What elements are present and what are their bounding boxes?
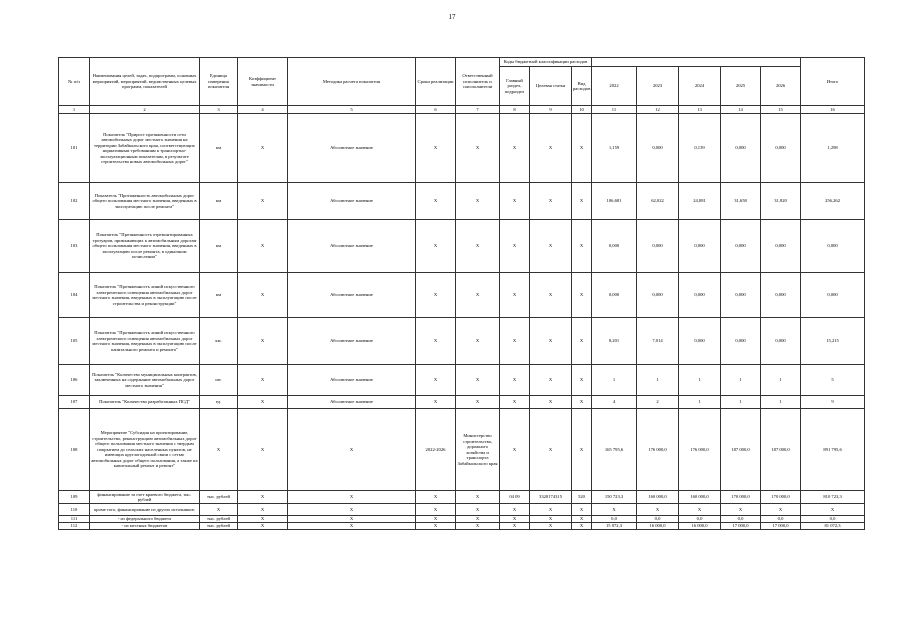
row-coefficient: Х [238, 365, 288, 396]
row-number: 108 [59, 409, 90, 491]
header-year: 2024 [679, 67, 721, 106]
row-total: 1,298 [801, 114, 865, 183]
row-name: Показатель "Прирост протяженности сети автомобильных дорог местного значения на территории Забайкальского края, соответствующих нормативным требованиям к транспортно-эксплуатационным показателям, в результате строительства новых автомобильных дорог" [90, 114, 200, 183]
row-total: Х [801, 504, 865, 516]
row-number: 101 [59, 114, 90, 183]
row-responsible: Х [456, 491, 500, 504]
row-value-2023: 0,000 [637, 273, 679, 318]
row-method: Абсолютное значение [288, 183, 416, 220]
row-value-2024: 160 000,0 [679, 491, 721, 504]
column-number: 11 [592, 106, 637, 114]
row-responsible: Х [456, 114, 500, 183]
row-unit: км [200, 114, 238, 183]
header-year: 2025 [721, 67, 761, 106]
column-number: 2 [90, 106, 200, 114]
row-terms: Х [416, 183, 456, 220]
row-name: кроме того, финансирование из других источников: [90, 504, 200, 516]
row-name: Показатель "Протяженность автомобильных дорог общего пользования местного значения, введенных в эксплуатацию после ремонта" [90, 183, 200, 220]
row-total: 81 072,3 [801, 523, 865, 530]
column-number: 9 [530, 106, 572, 114]
table-row [59, 504, 865, 516]
row-coefficient: Х [238, 396, 288, 409]
row-section: Х [500, 273, 530, 318]
row-terms: Х [416, 516, 456, 523]
row-value-2022: 0,000 [592, 273, 637, 318]
row-responsible: Х [456, 318, 500, 365]
header-total: Итого [801, 58, 865, 106]
row-value-2024: 16 000,0 [679, 523, 721, 530]
column-number: 14 [721, 106, 761, 114]
row-value-2026: 17 000,0 [761, 523, 801, 530]
row-method: Абсолютное значение [288, 396, 416, 409]
row-total: 0,000 [801, 220, 865, 273]
header-year: 2026 [761, 67, 801, 106]
row-terms: Х [416, 523, 456, 530]
row-number: 102 [59, 183, 90, 220]
row-terms: Х [416, 396, 456, 409]
row-value-2026: 0,000 [761, 318, 801, 365]
row-value-2025: 1 [721, 396, 761, 409]
row-section: 04 09 [500, 491, 530, 504]
row-unit: тыс. рублей [200, 516, 238, 523]
row-expense-type: Х [572, 114, 592, 183]
row-value-2024: 1 [679, 396, 721, 409]
row-target-article: Х [530, 365, 572, 396]
row-number: 104 [59, 273, 90, 318]
row-value-2025: 170 000,0 [721, 491, 761, 504]
row-value-2023: 0,000 [637, 220, 679, 273]
row-method: Х [288, 523, 416, 530]
row-value-2022: 165 795,6 [592, 409, 637, 491]
row-expense-type: Х [572, 516, 592, 523]
header-budget-codes: Коды бюджетной классификации расходов [500, 58, 592, 67]
row-number: 110 [59, 504, 90, 516]
row-expense-type: 520 [572, 491, 592, 504]
row-unit: км [200, 273, 238, 318]
row-value-2023: 0,0 [637, 516, 679, 523]
row-section: Х [500, 523, 530, 530]
header-years-group [592, 58, 801, 67]
header-vr: Вид расходов [572, 67, 592, 106]
row-value-2026: 1 [761, 396, 801, 409]
header-coef: Коэффициент значимости [238, 58, 288, 106]
row-value-2022: 106,681 [592, 183, 637, 220]
row-value-2026: 0,000 [761, 114, 801, 183]
row-value-2024: 176 000,0 [679, 409, 721, 491]
header-cs: Целевая статья [530, 67, 572, 106]
page-number: 17 [448, 13, 456, 21]
row-value-2025: 0,000 [721, 114, 761, 183]
row-name: - из местных бюджетов [90, 523, 200, 530]
row-name: Мероприятие "Субсидия на проектирование, строительство, реконструкцию автомобильных дорог общего пользования местного значения с твердым покрытием до сельских населенных пунктов, не имеющих круглогодичной связи с сетью автомобильных дорог общего пользования, а также их капитальный ремонт и ремонт" [90, 409, 200, 491]
row-value-2026: 170 000,0 [761, 491, 801, 504]
row-value-2024: 0,000 [679, 220, 721, 273]
row-coefficient: Х [238, 516, 288, 523]
row-terms: Х [416, 504, 456, 516]
row-value-2022: 1 [592, 365, 637, 396]
row-coefficient: Х [238, 409, 288, 491]
row-name: - из федерального бюджета [90, 516, 200, 523]
row-expense-type: Х [572, 365, 592, 396]
row-number: 112 [59, 523, 90, 530]
row-value-2023: 176 000,0 [637, 409, 679, 491]
column-number: 3 [200, 106, 238, 114]
row-unit: шт. [200, 365, 238, 396]
row-value-2026: 0,000 [761, 220, 801, 273]
header-method: Методика расчета показателя [288, 58, 416, 106]
row-value-2025: 17 000,0 [721, 523, 761, 530]
table-row [59, 409, 865, 491]
row-expense-type: Х [572, 396, 592, 409]
row-target-article: Х [530, 220, 572, 273]
header-responsible: Ответственный исполнитель и соисполнители [456, 58, 500, 106]
table-row [59, 523, 865, 530]
row-section: Х [500, 220, 530, 273]
row-unit: ед. [200, 396, 238, 409]
row-terms: Х [416, 114, 456, 183]
row-unit: км [200, 183, 238, 220]
row-terms: Х [416, 318, 456, 365]
row-value-2025: 0,000 [721, 273, 761, 318]
row-expense-type: Х [572, 183, 592, 220]
row-section: Х [500, 114, 530, 183]
row-value-2024: 0,000 [679, 318, 721, 365]
row-section: Х [500, 504, 530, 516]
row-value-2023: 7,014 [637, 318, 679, 365]
row-number: 105 [59, 318, 90, 365]
row-method: Х [288, 516, 416, 523]
row-target-article: Х [530, 504, 572, 516]
row-expense-type: Х [572, 273, 592, 318]
row-method: Абсолютное значение [288, 114, 416, 183]
row-value-2022: 150 723,3 [592, 491, 637, 504]
row-value-2024: 0,139 [679, 114, 721, 183]
column-number: 1 [59, 106, 90, 114]
table-row [59, 365, 865, 396]
row-unit: км. [200, 318, 238, 365]
row-name: Показатель "Протяженность линий искусственного электрического освещения автомобильных дорог местного значения, введенных в эксплуатацию после строительства и реконструкции" [90, 273, 200, 318]
row-responsible: Министерство строительства, дорожного хозяйства и транспорта Забайкальского края [456, 409, 500, 491]
row-coefficient: Х [238, 523, 288, 530]
row-expense-type: Х [572, 409, 592, 491]
row-value-2022: 1,159 [592, 114, 637, 183]
row-value-2022: 15 072,3 [592, 523, 637, 530]
row-coefficient: Х [238, 491, 288, 504]
row-target-article: Х [530, 523, 572, 530]
row-total: 15,215 [801, 318, 865, 365]
row-value-2024: Х [679, 504, 721, 516]
row-value-2026: 1 [761, 365, 801, 396]
row-value-2022: 8,201 [592, 318, 637, 365]
row-unit: км [200, 220, 238, 273]
row-name: финансирование за счет краевого бюджета, тыс. рублей [90, 491, 200, 504]
row-method: Х [288, 504, 416, 516]
row-coefficient: Х [238, 183, 288, 220]
row-target-article: Х [530, 516, 572, 523]
column-number: 6 [416, 106, 456, 114]
row-total: 256,262 [801, 183, 865, 220]
row-total: 9 [801, 396, 865, 409]
row-value-2023: 16 000,0 [637, 523, 679, 530]
row-total: 0,0 [801, 516, 865, 523]
column-number: 15 [761, 106, 801, 114]
row-coefficient: Х [238, 273, 288, 318]
row-section: Х [500, 396, 530, 409]
row-section: Х [500, 365, 530, 396]
row-terms: Х [416, 220, 456, 273]
row-value-2025: 0,000 [721, 318, 761, 365]
row-responsible: Х [456, 183, 500, 220]
column-number: 7 [456, 106, 500, 114]
row-value-2026: 31,820 [761, 183, 801, 220]
row-unit: тыс. рублей [200, 523, 238, 530]
row-value-2024: 24,081 [679, 183, 721, 220]
row-responsible: Х [456, 273, 500, 318]
program-indicators-table [58, 57, 865, 530]
row-terms: 2022-2026 [416, 409, 456, 491]
row-target-article: 3320174315 [530, 491, 572, 504]
row-target-article: Х [530, 409, 572, 491]
header-year: 2022 [592, 67, 637, 106]
column-number: 13 [679, 106, 721, 114]
header-unit: Единица измерения показателя [200, 58, 238, 106]
row-terms: Х [416, 491, 456, 504]
column-numbers-row [59, 106, 865, 114]
row-value-2024: 0,000 [679, 273, 721, 318]
table-row [59, 183, 865, 220]
row-total: 810 723,3 [801, 491, 865, 504]
row-total: 891 795,6 [801, 409, 865, 491]
row-target-article: Х [530, 273, 572, 318]
row-method: Абсолютное значение [288, 318, 416, 365]
row-value-2025: 0,0 [721, 516, 761, 523]
column-number: 8 [500, 106, 530, 114]
row-expense-type: Х [572, 504, 592, 516]
table-row [59, 516, 865, 523]
row-target-article: Х [530, 114, 572, 183]
row-expense-type: Х [572, 318, 592, 365]
header-no: № п/п [59, 58, 90, 106]
row-responsible: Х [456, 504, 500, 516]
header-name: Наименования целей, задач, подпрограмм, основных мероприятий, мероприятий, ведомственных целевых программ, показателей [90, 58, 200, 106]
header-gr: Главный раздел, подраздел [500, 67, 530, 106]
row-section: Х [500, 409, 530, 491]
row-value-2024: 0,0 [679, 516, 721, 523]
row-value-2025: 31,658 [721, 183, 761, 220]
row-name: Показатель "Количество разработанных ПСД" [90, 396, 200, 409]
column-number: 10 [572, 106, 592, 114]
row-terms: Х [416, 273, 456, 318]
table-row [59, 114, 865, 183]
row-responsible: Х [456, 396, 500, 409]
header-year: 2023 [637, 67, 679, 106]
row-value-2023: Х [637, 504, 679, 516]
row-coefficient: Х [238, 318, 288, 365]
row-number: 109 [59, 491, 90, 504]
row-value-2025: 1 [721, 365, 761, 396]
row-unit: Х [200, 504, 238, 516]
table-row [59, 273, 865, 318]
column-number: 4 [238, 106, 288, 114]
column-number: 16 [801, 106, 865, 114]
row-value-2022: 0,000 [592, 220, 637, 273]
header-row [59, 58, 865, 67]
row-value-2025: Х [721, 504, 761, 516]
row-coefficient: Х [238, 220, 288, 273]
table-row [59, 220, 865, 273]
row-expense-type: Х [572, 220, 592, 273]
row-responsible: Х [456, 523, 500, 530]
row-section: Х [500, 183, 530, 220]
row-target-article: Х [530, 318, 572, 365]
row-name: Показатель "Количество муниципальных контрактов, заключенных на содержание автомобильных дорог местного значения" [90, 365, 200, 396]
row-total: 5 [801, 365, 865, 396]
row-method: Абсолютное значение [288, 365, 416, 396]
row-value-2023: 0,000 [637, 114, 679, 183]
row-value-2023: 160 000,0 [637, 491, 679, 504]
row-method: Х [288, 409, 416, 491]
row-terms: Х [416, 365, 456, 396]
row-value-2026: 0,0 [761, 516, 801, 523]
column-number: 12 [637, 106, 679, 114]
row-value-2022: 4 [592, 396, 637, 409]
row-value-2023: 2 [637, 396, 679, 409]
column-number: 5 [288, 106, 416, 114]
row-responsible: Х [456, 516, 500, 523]
row-unit: Х [200, 409, 238, 491]
row-section: Х [500, 516, 530, 523]
row-value-2022: Х [592, 504, 637, 516]
row-value-2025: 0,000 [721, 220, 761, 273]
row-method: Абсолютное значение [288, 220, 416, 273]
row-coefficient: Х [238, 114, 288, 183]
row-method: Абсолютное значение [288, 273, 416, 318]
row-target-article: Х [530, 396, 572, 409]
header-terms: Сроки реализации [416, 58, 456, 106]
row-responsible: Х [456, 220, 500, 273]
row-value-2023: 62,022 [637, 183, 679, 220]
row-total: 0,000 [801, 273, 865, 318]
row-expense-type: Х [572, 523, 592, 530]
row-number: 103 [59, 220, 90, 273]
row-number: 107 [59, 396, 90, 409]
row-coefficient: Х [238, 504, 288, 516]
row-responsible: Х [456, 365, 500, 396]
row-value-2026: 0,000 [761, 273, 801, 318]
row-value-2022: 0,0 [592, 516, 637, 523]
row-value-2023: 1 [637, 365, 679, 396]
row-number: 111 [59, 516, 90, 523]
row-value-2026: Х [761, 504, 801, 516]
row-unit: тыс. рублей [200, 491, 238, 504]
row-name: Показатель "Протяженность отремонтированных тротуаров, примыкающих к автомобильным дорогам общего пользования местного значения, введенных в эксплуатацию после ремонта, в одиночном исчислении" [90, 220, 200, 273]
row-target-article: Х [530, 183, 572, 220]
row-value-2025: 187 000,0 [721, 409, 761, 491]
row-number: 106 [59, 365, 90, 396]
row-section: Х [500, 318, 530, 365]
row-name: Показатель "Протяженность линий искусственного электрического освещения автомобильных дорог местного значения, введенных в эксплуатацию после капитального ремонта и ремонта" [90, 318, 200, 365]
table-row [59, 396, 865, 409]
table-row [59, 318, 865, 365]
row-method: Х [288, 491, 416, 504]
row-value-2024: 1 [679, 365, 721, 396]
row-value-2026: 187 000,0 [761, 409, 801, 491]
table-row [59, 491, 865, 504]
